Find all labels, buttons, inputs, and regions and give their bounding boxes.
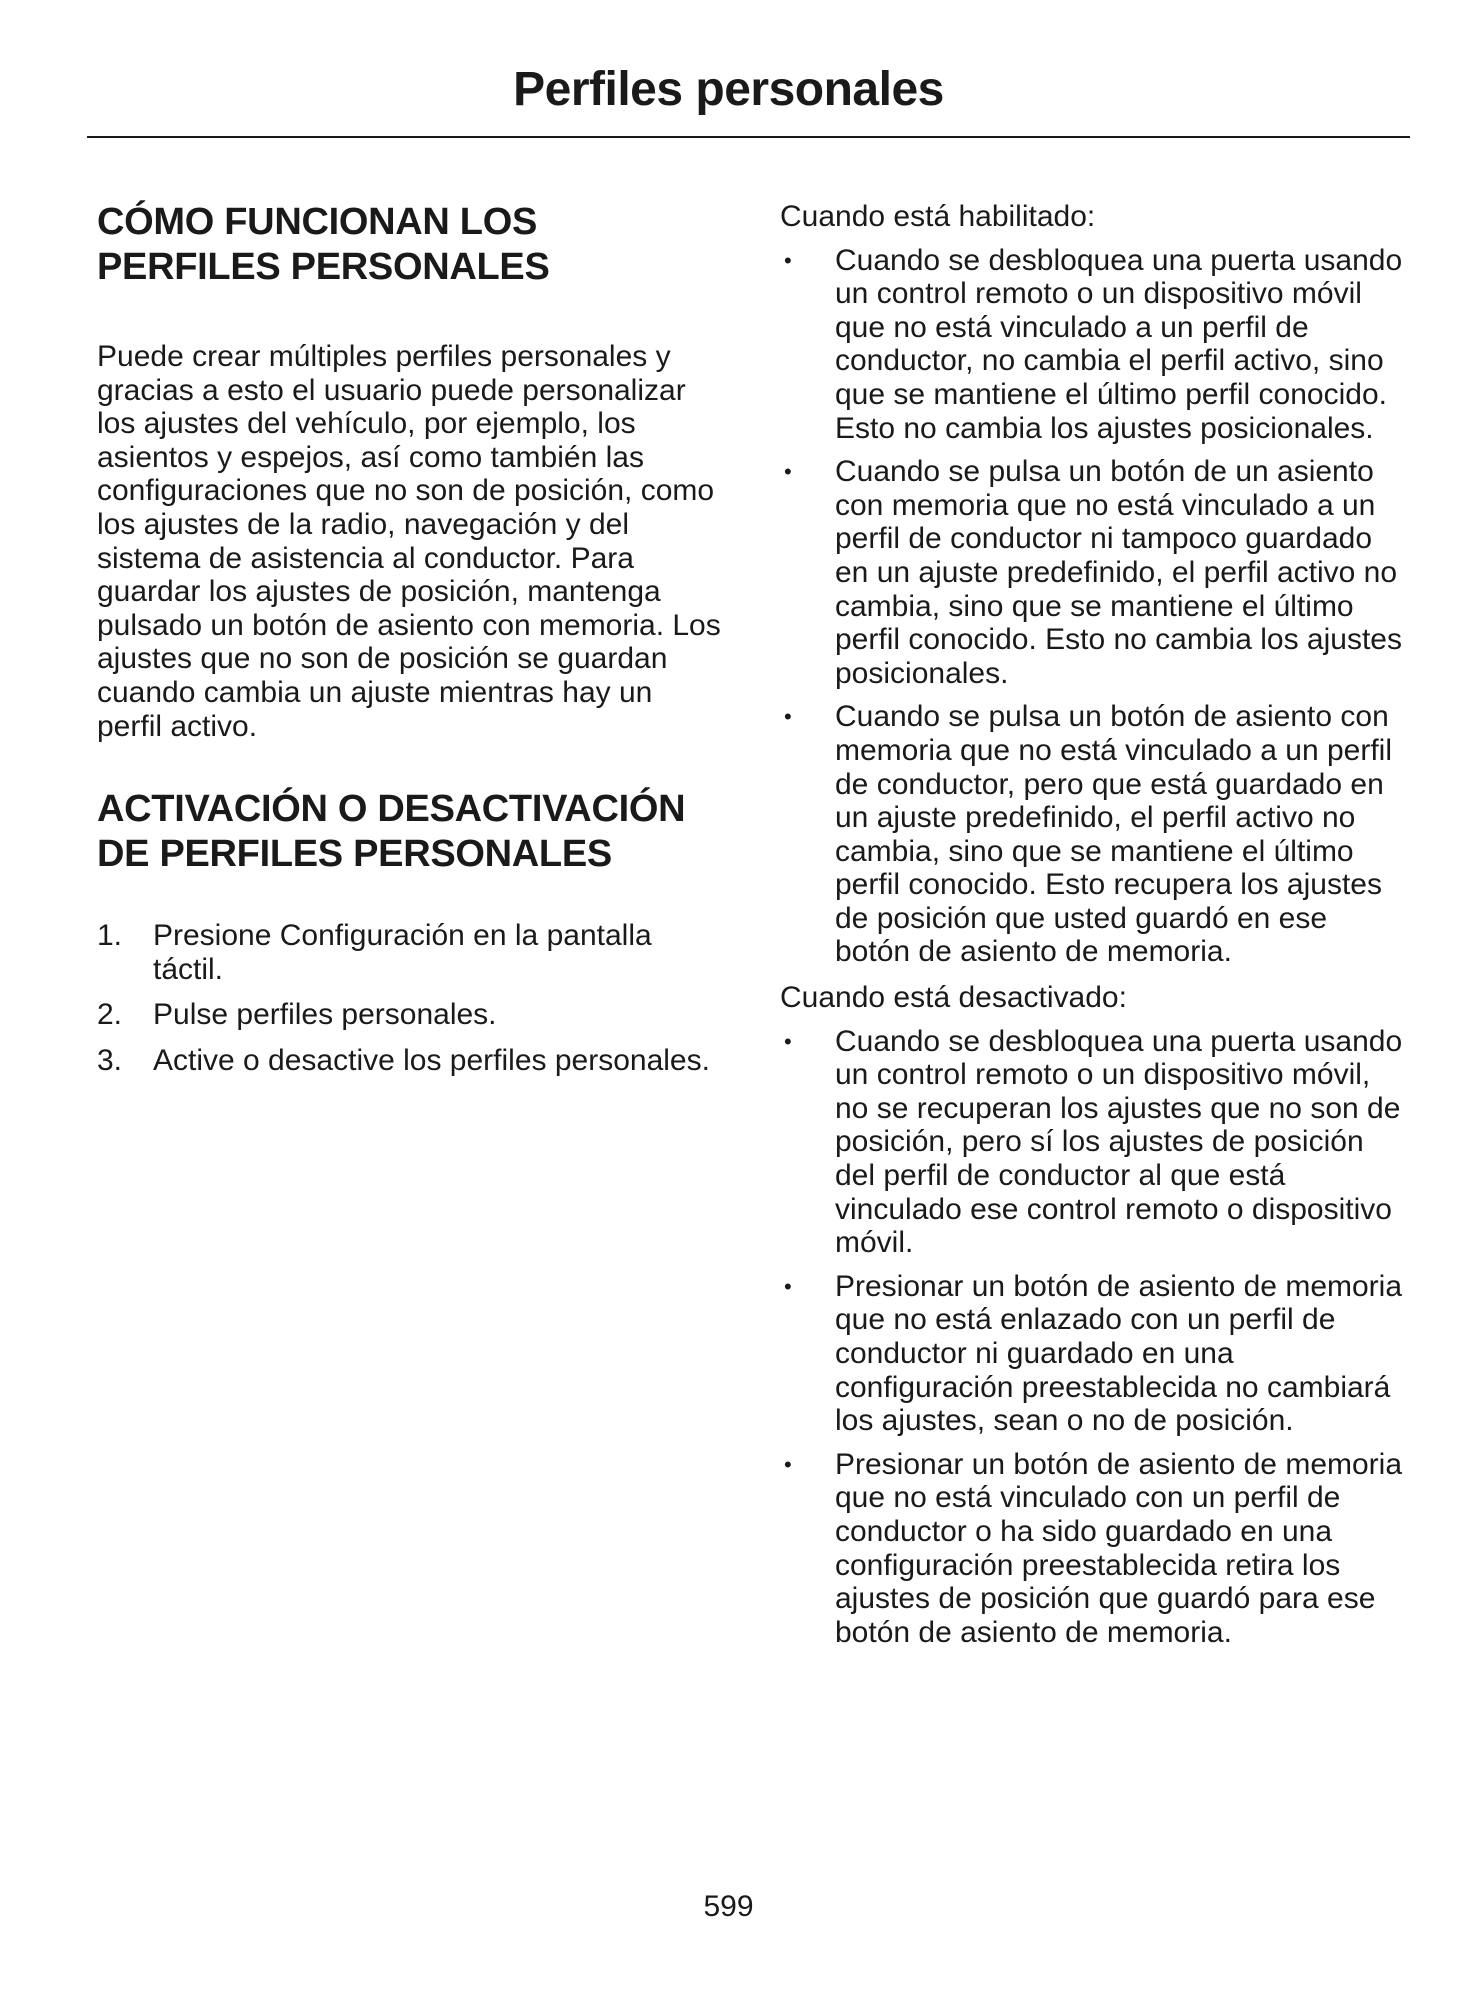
- section-heading-activation: ACTIVACIÓN O DESACTIVACIÓN DE PERFILES PERSONALES: [97, 788, 686, 876]
- right-column: [780, 200, 1410, 1659]
- enabled-list-item: [780, 455, 1410, 690]
- step-text: Pulse perfiles personales.: [153, 998, 497, 1032]
- enabled-list-item: [780, 244, 1410, 446]
- disabled-list-item: [780, 1448, 1410, 1650]
- intro-paragraph: Puede crear múltiples perfiles personales y gracias a esto el usuario puede personalizar los ajustes del vehículo, por ejemplo, los asientos y espejos, así como también las configuraciones que no son de posición, como los ajustes de la radio, navegación y del sistema de asistencia al conductor. Para guardar los ajustes de posición, mantenga pulsado un botón de asiento con memoria. Los ajustes que no son de posición se guardan cuando cambia un ajuste mientras hay un perfil activo.: [97, 340, 721, 743]
- disabled-list-item: [780, 1025, 1410, 1260]
- bullet-text: Cuando se desbloquea una puerta usando un control remoto o un dispositivo móvil, no se recuperan los ajustes que no son de posición, pero sí los ajustes de posición del perfil de conductor al que está vinculado ese control remoto o dispositivo móvil.: [835, 1024, 1403, 1260]
- bullet-icon: •: [784, 1451, 792, 1477]
- steps-list: [97, 919, 722, 1077]
- page-title: Perfiles personales: [513, 63, 944, 116]
- bullet-text: Presionar un botón de asiento de memoria que no está vinculado con un perfil de conductor o ha sido guardado en una configuración preestablecida retira los ajustes de posición que guardó para ese botón de asiento de memoria.: [835, 1447, 1403, 1649]
- disabled-list: [780, 1025, 1410, 1650]
- step-item: [97, 998, 722, 1032]
- bullet-text: Cuando se pulsa un botón de asiento con memoria que no está vinculado a un perfil de conductor, pero que está guardado en un ajuste predefinido, el perfil activo no cambia, sino que se mantiene el último perfil conocido. Esto recupera los ajustes de posición que usted guardó en ese botón de asiento de memoria.: [835, 700, 1392, 969]
- left-column: [97, 200, 722, 1090]
- enabled-list-item: [780, 700, 1410, 969]
- title-divider: [87, 136, 1410, 138]
- bullet-icon: •: [784, 704, 792, 730]
- enabled-label: Cuando está habilitado:: [780, 200, 1096, 233]
- enabled-list: [780, 244, 1410, 969]
- bullet-icon: •: [784, 247, 792, 273]
- step-item: [97, 1044, 722, 1078]
- bullet-text: Cuando se desbloquea una puerta usando un control remoto o un dispositivo móvil que no está vinculado a un perfil de conductor, no cambia el perfil activo, sino que se mantiene el último perfil conocido. Esto no cambia los ajustes posicionales.: [835, 243, 1403, 445]
- bullet-text: Cuando se pulsa un botón de un asiento con memoria que no está vinculado a un perfil de conductor ni tampoco guardado en un ajuste predefinido, el perfil activo no cambia, sino que se mantiene el último perfil conocido. Esto no cambia los ajustes posicionales.: [835, 455, 1402, 690]
- step-text: Presione Configuración en la pantalla táctil.: [153, 919, 652, 986]
- step-text: Active o desactive los perfiles personales.: [153, 1043, 710, 1077]
- bullet-icon: •: [784, 459, 792, 485]
- page-number: 599: [703, 1890, 754, 1923]
- disabled-label: Cuando está desactivado:: [780, 981, 1127, 1015]
- section-heading-how-profiles-work: CÓMO FUNCIONAN LOS PERFILES PERSONALES: [97, 201, 550, 288]
- step-number: 1.: [97, 919, 123, 953]
- disabled-list-item: [780, 1270, 1410, 1438]
- step-number: 3.: [97, 1043, 123, 1077]
- bullet-icon: •: [784, 1028, 792, 1054]
- bullet-text: Presionar un botón de asiento de memoria que no está enlazado con un perfil de conductor ni guardado en una configuración preestablecida no cambiará los ajustes, sean o no de posición.: [835, 1269, 1403, 1438]
- step-number: 2.: [97, 998, 123, 1032]
- bullet-icon: •: [784, 1273, 792, 1299]
- step-item: [97, 919, 722, 986]
